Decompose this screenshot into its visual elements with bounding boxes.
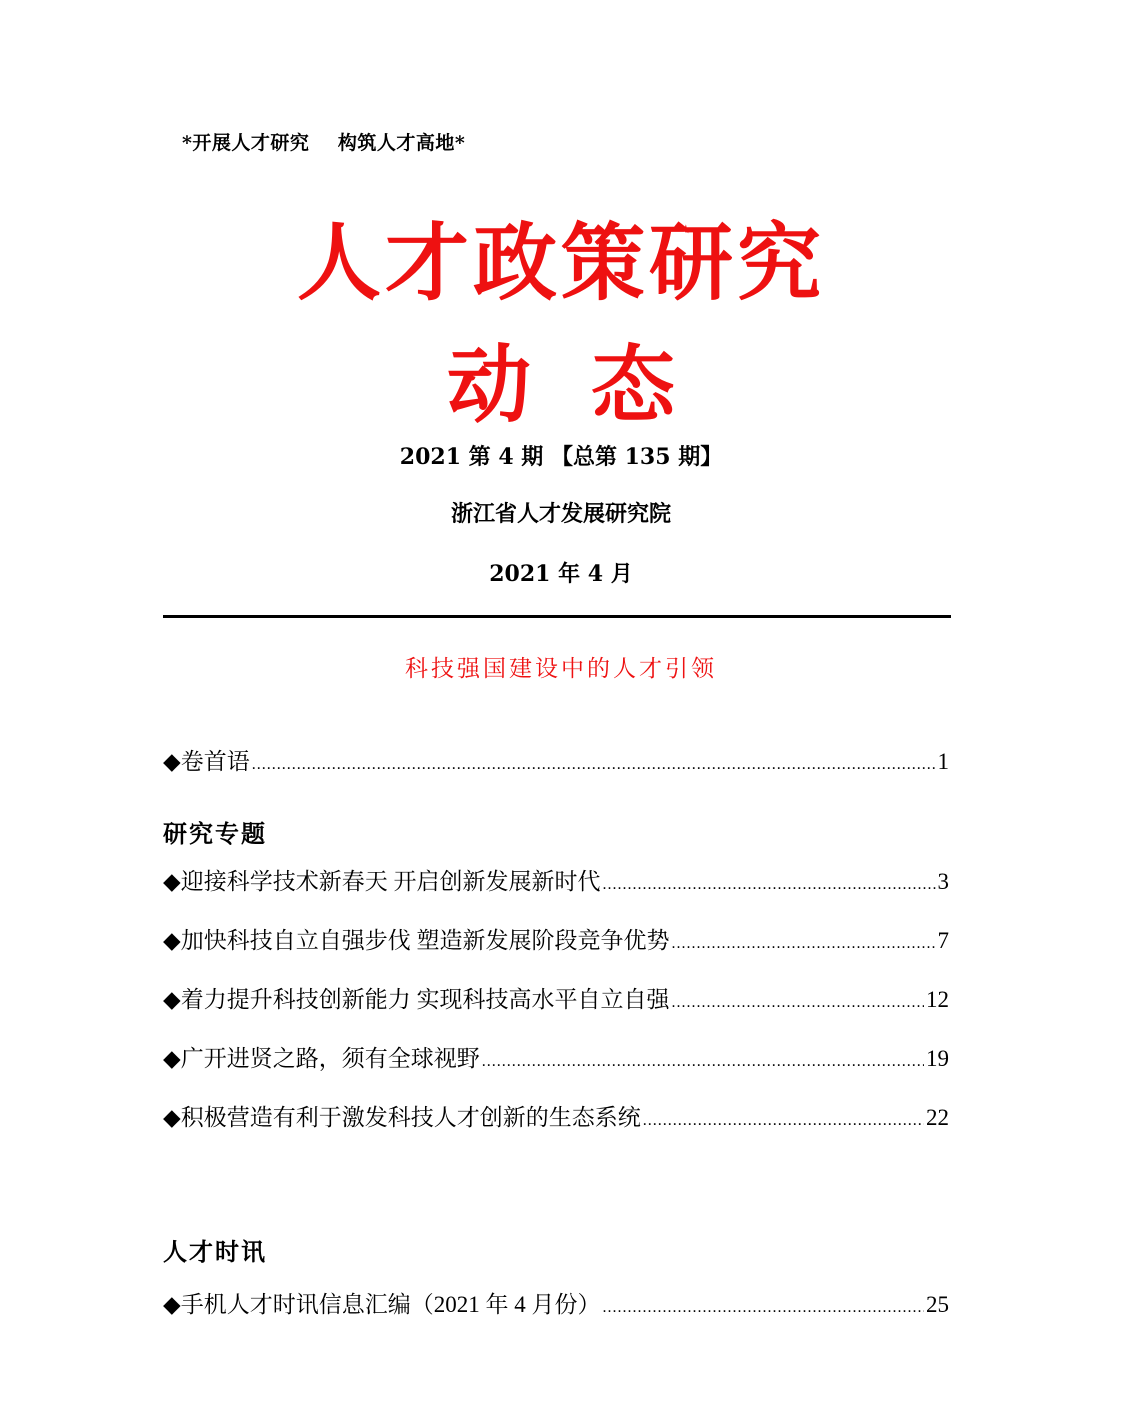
toc-leader (671, 994, 924, 1012)
toc-item-title: ◆迎接科学技术新春天 开启创新发展新时代 (163, 869, 601, 894)
toc-item[interactable] (163, 981, 949, 1014)
issue-number: 2021 第 4 期 【总第 135 期】 (399, 444, 723, 470)
toc-leader (602, 1299, 924, 1317)
toc-item[interactable] (163, 1099, 949, 1132)
toc-item-page: 25 (926, 1292, 949, 1317)
toc-item-page: 22 (926, 1105, 949, 1130)
publication-date: 2021 年 4 月 (489, 561, 633, 587)
organization: 浙江省人才发展研究院 (450, 501, 671, 527)
toc-item[interactable] (163, 863, 949, 896)
toc-item-title: ◆手机人才时讯信息汇编（2021 年 4 月份） (163, 1292, 601, 1317)
divider (163, 615, 951, 618)
masthead-title-2: 动态 (446, 336, 735, 434)
toc-item-intro[interactable] (163, 743, 949, 776)
toc-leader (602, 876, 935, 894)
toc-item-page: 12 (926, 987, 949, 1012)
toc-item-page: 3 (937, 869, 949, 894)
toc-item-title: ◆着力提升科技创新能力 实现科技高水平自立自强 (163, 987, 670, 1012)
toc-leader (482, 1053, 924, 1071)
motto: *开展人才研究 构筑人才高地* (182, 132, 466, 154)
toc-item-title: ◆广开进贤之路，须有全球视野 (163, 1046, 480, 1071)
toc-leader (643, 1112, 924, 1130)
toc-item-page: 19 (926, 1046, 949, 1071)
toc-item[interactable] (163, 1286, 949, 1319)
toc-item-title: ◆加快科技自立自强步伐 塑造新发展阶段竞争优势 (163, 928, 670, 953)
section-heading-research: 研究专题 (163, 820, 267, 848)
toc-item-title: ◆卷首语 (163, 749, 250, 774)
section-heading-news: 人才时讯 (163, 1238, 267, 1266)
toc-leader (671, 935, 935, 953)
toc-leader (252, 756, 936, 774)
issue-theme: 科技强国建设中的人才引领 (405, 656, 717, 682)
masthead-title: 人才政策研究 (296, 214, 825, 312)
toc-item-page: 7 (937, 928, 949, 953)
toc-item-title: ◆积极营造有利于激发科技人才创新的生态系统 (163, 1105, 641, 1130)
toc-item[interactable] (163, 1040, 949, 1073)
toc-item[interactable] (163, 922, 949, 955)
toc-item-page: 1 (937, 749, 949, 774)
